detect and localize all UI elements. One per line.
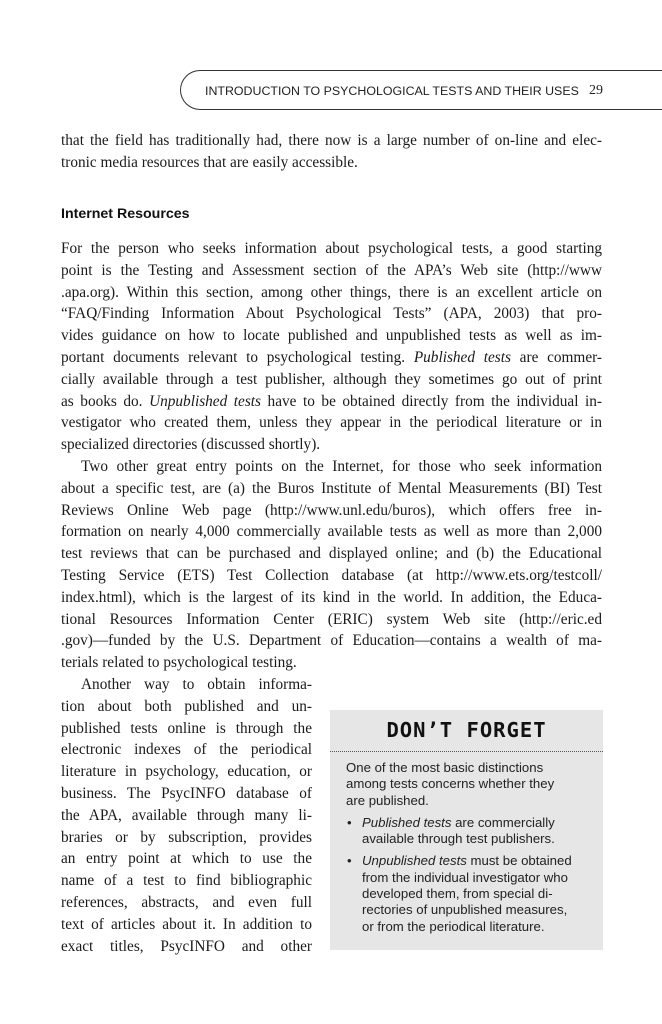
text-line: about a specific test, are (a) the Buros Institute of Mental Measurements (BI) Test: [61, 479, 602, 497]
text-line: electronic indexes of the periodical: [61, 741, 312, 759]
text-line: tional Resources Information Center (ERIC) system Web site (http://eric.ed: [61, 610, 602, 628]
text-line: point is the Testing and Assessment section of the APA’s Web site (http://www: [61, 261, 602, 279]
text-line: tronic media resources that are easily accessible.: [61, 153, 358, 171]
bullet-item-unpublished: • Unpublished tests must be obtained from the individual investigator who developed them, from special di- rectories of unpublished measures, or from the periodical literature.: [347, 853, 572, 934]
paragraph-electronic-indexes: [61, 674, 312, 957]
text-line: Another way to obtain informa-: [81, 676, 312, 693]
running-head: [180, 70, 662, 110]
text-line: “FAQ/Finding Information About Psychological Tests” (APA, 2003) that pro-: [61, 305, 602, 323]
text-line: formation on nearly 4,000 commercially available tests as well as more than 2,000: [61, 523, 602, 541]
page-number: 29: [589, 83, 603, 98]
text-line: terials related to psychological testing.: [61, 654, 297, 672]
paragraph-internet-resources: [61, 238, 602, 456]
text-line: Two other great entry points on the Internet, for those who seek information: [81, 458, 602, 475]
dotted-divider: [330, 751, 603, 752]
bullet-icon: •: [347, 853, 352, 869]
term-published-tests: Published tests: [413, 348, 511, 366]
section-heading: Internet Resources: [61, 206, 190, 222]
dont-forget-body: [346, 760, 596, 941]
text-line: literature in psychology, education, or: [61, 763, 312, 781]
dont-forget-title: DON’T FORGET: [386, 718, 547, 742]
text-line: tion about both published and un-: [61, 697, 312, 715]
text-line: the APA, available through many li-: [61, 806, 312, 824]
paragraph-entry-points: [61, 456, 602, 674]
text-line: vestigator who created them, unless they appear in the periodical literature or in: [61, 414, 602, 432]
dont-forget-box: [330, 710, 603, 950]
text-line: Testing Service (ETS) Test Collection database (at http://www.ets.org/testcoll/: [61, 566, 602, 584]
bullet-item-published: • Published tests are commercially available through test publishers.: [347, 814, 555, 847]
text-line: published tests online is through the: [61, 719, 312, 737]
text-line: cially available through a test publisher, although they sometimes go out of print: [61, 370, 602, 388]
text-line: exact titles, PsycINFO and other: [61, 937, 312, 955]
text-line: Reviews Online Web page (http://www.unl.edu/buros), which offers free in-: [61, 501, 602, 519]
text-line: references, abstracts, and even full: [61, 893, 312, 911]
text-line: name of a test to find bibliographic: [61, 872, 312, 890]
term-unpublished-tests: Unpublished tests: [149, 392, 261, 410]
text-line: business. The PsycINFO database of: [61, 784, 312, 802]
text-line: as books do. Unpublished tests have to be obtained directly from the individual in-: [61, 392, 602, 410]
text-line: an entry point at which to use the: [61, 850, 312, 868]
running-head-title: INTRODUCTION TO PSYCHOLOGICAL TESTS AND THEIR USES: [205, 84, 579, 98]
dont-forget-intro: One of the most basic distinctions among tests concerns whether they are published.: [346, 760, 555, 808]
text-line: test reviews that can be purchased and displayed online; and (b) the Educational: [61, 545, 602, 563]
text-line: text of articles about it. In addition to: [61, 915, 312, 933]
text-line: specialized directories (discussed shortly).: [61, 436, 321, 454]
text-line: vides guidance on how to locate published and unpublished tests as well as im-: [61, 327, 602, 345]
text-line: that the field has traditionally had, there now is a large number of on-line and elec-: [61, 132, 602, 149]
text-line: index.html), which is the largest of its kind in the world. In addition, the Educa-: [61, 588, 602, 606]
continuation-paragraph: [61, 130, 602, 174]
text-line: .apa.org). Within this section, among other things, there is an excellent article on: [61, 283, 602, 301]
bullet-icon: •: [347, 814, 352, 830]
text-line: portant documents relevant to psychological testing. Published tests are commer-: [61, 348, 602, 366]
text-line: braries or by subscription, provides: [61, 828, 312, 846]
text-line: For the person who seeks information about psychological tests, a good starting: [61, 240, 602, 257]
text-line: .gov)—funded by the U.S. Department of Education—contains a wealth of ma-: [61, 632, 602, 650]
